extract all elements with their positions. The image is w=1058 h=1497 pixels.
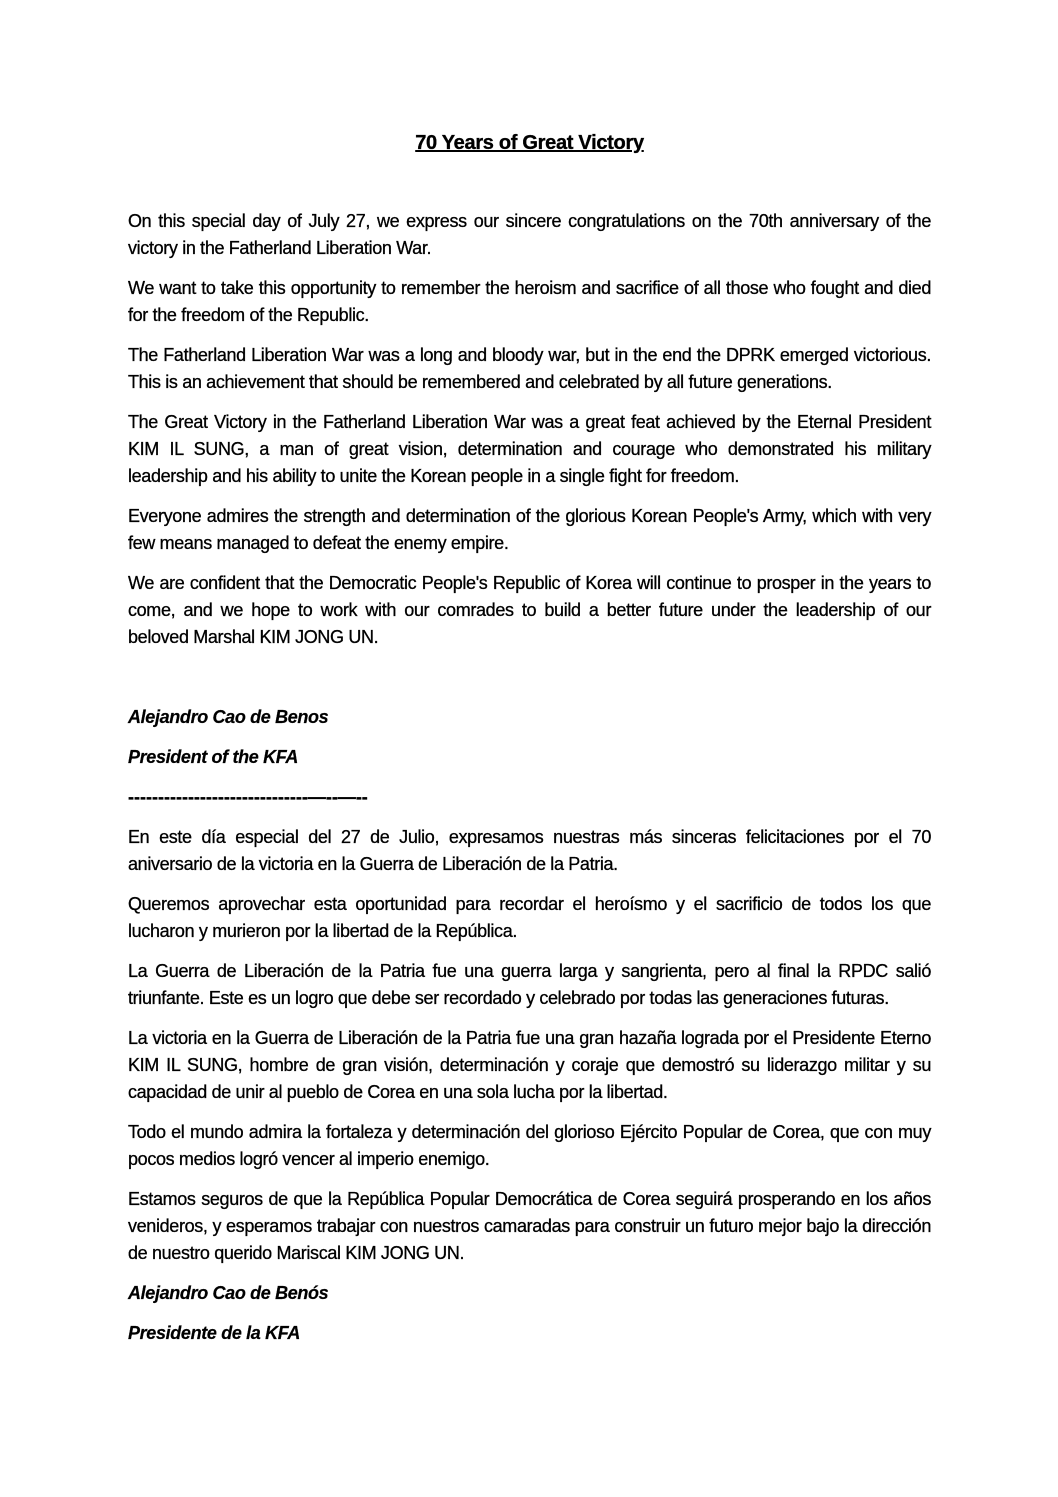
english-paragraph-1: On this special day of July 27, we express our sincere congratulations on the 70th anniversary of the victory in the Fatherland Liberation War. [128,211,931,258]
spanish-paragraph-2: Queremos aprovechar esta oportunidad para recordar el heroísmo y el sacrificio de todos los que lucharon y murieron por la libertad de la República. [128,894,931,941]
spanish-signature-role: Presidente de la KFA [128,1323,301,1343]
spanish-paragraph-3: La Guerra de Liberación de la Patria fue una guerra larga y sangrienta, pero al final la RPDC salió triunfante. Este es un logro que debe ser recordado y celebrado por todas las generaciones futuras. [128,961,931,1008]
spanish-paragraph-4: La victoria en la Guerra de Liberación de la Patria fue una gran hazaña lograda por el Presidente Eterno KIM IL SUNG, hombre de gran visión, determinación y coraje que demostró su liderazgo militar y su capacidad de unir al pueblo de Corea en una sola lucha por la libertad. [128,1028,931,1102]
english-paragraph-3: The Fatherland Liberation War was a long and bloody war, but in the end the DPRK emerged victorious. This is an achievement that should be remembered and celebrated by all future generations. [128,345,931,392]
english-paragraph-2: We want to take this opportunity to remember the heroism and sacrifice of all those who fought and died for the freedom of the Republic. [128,278,931,325]
spanish-paragraph-1: En este día especial del 27 de Julio, expresamos nuestras más sinceras felicitaciones por el 70 aniversario de la victoria en la Guerra de Liberación de la Patria. [128,827,931,874]
english-signature-name: Alejandro Cao de Benos [128,707,329,727]
spanish-signature-name: Alejandro Cao de Benós [128,1283,329,1303]
page-title: 70 Years of Great Victory [415,132,644,154]
english-paragraph-6: We are confident that the Democratic People's Republic of Korea will continue to prosper in the years to come, and we hope to work with our comrades to build a better future under the leadership of our beloved Marshal KIM JONG UN. [128,573,931,647]
english-signature-role: President of the KFA [128,747,299,767]
spanish-paragraph-6: Estamos seguros de que la República Popular Democrática de Corea seguirá prosperando en los años venideros, y esperamos trabajar con nuestros camaradas para construir un futuro mejor bajo la dirección de nuestro querido Mariscal KIM JONG UN. [128,1189,931,1263]
section-separator-line: ------------------------------—--—-- [128,787,368,807]
english-paragraph-5: Everyone admires the strength and determination of the glorious Korean People's Army, which with very few means managed to defeat the enemy empire. [128,506,931,553]
spanish-paragraph-5: Todo el mundo admira la fortaleza y determinación del glorioso Ejército Popular de Corea, que con muy pocos medios logró vencer al imperio enemigo. [128,1122,931,1169]
english-paragraph-4: The Great Victory in the Fatherland Liberation War was a great feat achieved by the Eternal President KIM IL SUNG, a man of great vision, determination and courage who demonstrated his military leadership and his ability to unite the Korean people in a single fight for freedom. [128,412,931,486]
